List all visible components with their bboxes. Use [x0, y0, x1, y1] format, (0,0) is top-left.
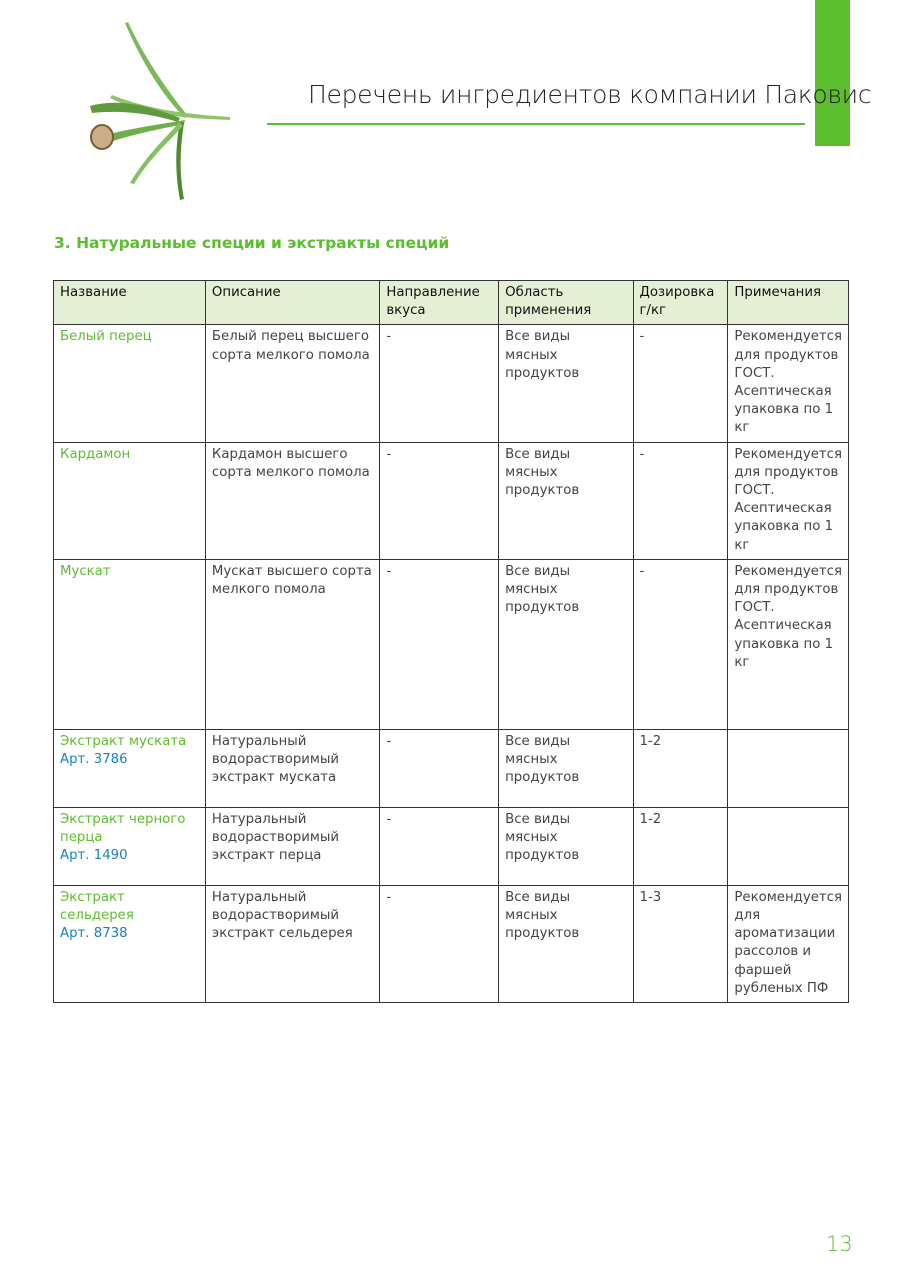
cell-application: Все виды мясных продуктов [499, 559, 633, 729]
cell-application: Все виды мясных продуктов [499, 807, 633, 885]
cell-notes: Рекомендуется для продуктов ГОСТ. Асептическая упаковка по 1 кг [728, 442, 849, 559]
table-row [54, 729, 849, 807]
article-number: Арт. 8738 [60, 926, 128, 942]
ingredient-name: Экстракт муската [60, 733, 187, 749]
ingredient-name: Экстракт черного перца [60, 811, 186, 846]
column-header-notes: Примечания [728, 281, 849, 325]
cell-flavor: - [380, 325, 499, 442]
column-header-name: Название [54, 281, 206, 325]
table-row [54, 807, 849, 885]
cell-notes [728, 729, 849, 807]
article-number: Арт. 1490 [60, 848, 128, 864]
green-accent-bar [815, 0, 850, 146]
ingredient-name: Экстракт сельдерея [60, 889, 134, 924]
cell-notes: Рекомендуется для продуктов ГОСТ. Асептическая упаковка по 1 кг [728, 325, 849, 442]
table-row [54, 325, 849, 442]
cell-application: Все виды мясных продуктов [499, 325, 633, 442]
cell-description: Натуральный водорастворимый экстракт сельдерея [205, 885, 379, 1002]
table-row [54, 885, 849, 1002]
section-title: 3. Натуральные специи и экстракты специй [54, 234, 450, 252]
ingredient-name: Кардамон [60, 446, 131, 462]
title-underline [267, 123, 805, 125]
cell-application: Все виды мясных продуктов [499, 885, 633, 1002]
cell-dosage: - [633, 325, 728, 442]
document-title: Перечень ингредиентов компании Паковис [308, 80, 872, 109]
cell-name [54, 807, 206, 885]
cell-name [54, 729, 206, 807]
cell-description: Кардамон высшего сорта мелкого помола [205, 442, 379, 559]
ingredient-name: Белый перец [60, 329, 152, 345]
cell-application: Все виды мясных продуктов [499, 442, 633, 559]
ingredient-name: Мускат [60, 563, 111, 579]
seed [91, 125, 113, 149]
cell-flavor: - [380, 729, 499, 807]
cell-notes: Рекомендуется для продуктов ГОСТ. Асептическая упаковка по 1 кг [728, 559, 849, 729]
table-row [54, 442, 849, 559]
ingredients-table [53, 280, 849, 1003]
cell-name [54, 325, 206, 442]
rosemary-sprig-image [80, 18, 240, 203]
cell-flavor: - [380, 885, 499, 1002]
column-header-application: Область применения [499, 281, 633, 325]
cell-dosage: 1-2 [633, 807, 728, 885]
cell-description: Натуральный водорастворимый экстракт перца [205, 807, 379, 885]
table-header-row [54, 281, 849, 325]
cell-dosage: - [633, 442, 728, 559]
column-header-description: Описание [205, 281, 379, 325]
cell-name [54, 885, 206, 1002]
cell-description: Натуральный водорастворимый экстракт муската [205, 729, 379, 807]
cell-notes: Рекомендуется для ароматизации рассолов и фаршей рубленых ПФ [728, 885, 849, 1002]
cell-flavor: - [380, 559, 499, 729]
cell-dosage: 1-2 [633, 729, 728, 807]
cell-name [54, 559, 206, 729]
cell-description: Белый перец высшего сорта мелкого помола [205, 325, 379, 442]
cell-dosage: - [633, 559, 728, 729]
leaf [176, 122, 184, 200]
cell-flavor: - [380, 807, 499, 885]
table-row [54, 559, 849, 729]
cell-application: Все виды мясных продуктов [499, 729, 633, 807]
cell-description: Мускат высшего сорта мелкого помола [205, 559, 379, 729]
cell-notes [728, 807, 849, 885]
column-header-flavor: Направление вкуса [380, 281, 499, 325]
article-number: Арт. 3786 [60, 752, 128, 768]
column-header-dosage: Дозировка г/кг [633, 281, 728, 325]
cell-name [54, 442, 206, 559]
cell-dosage: 1-3 [633, 885, 728, 1002]
page-number: 13 [826, 1232, 853, 1256]
cell-flavor: - [380, 442, 499, 559]
